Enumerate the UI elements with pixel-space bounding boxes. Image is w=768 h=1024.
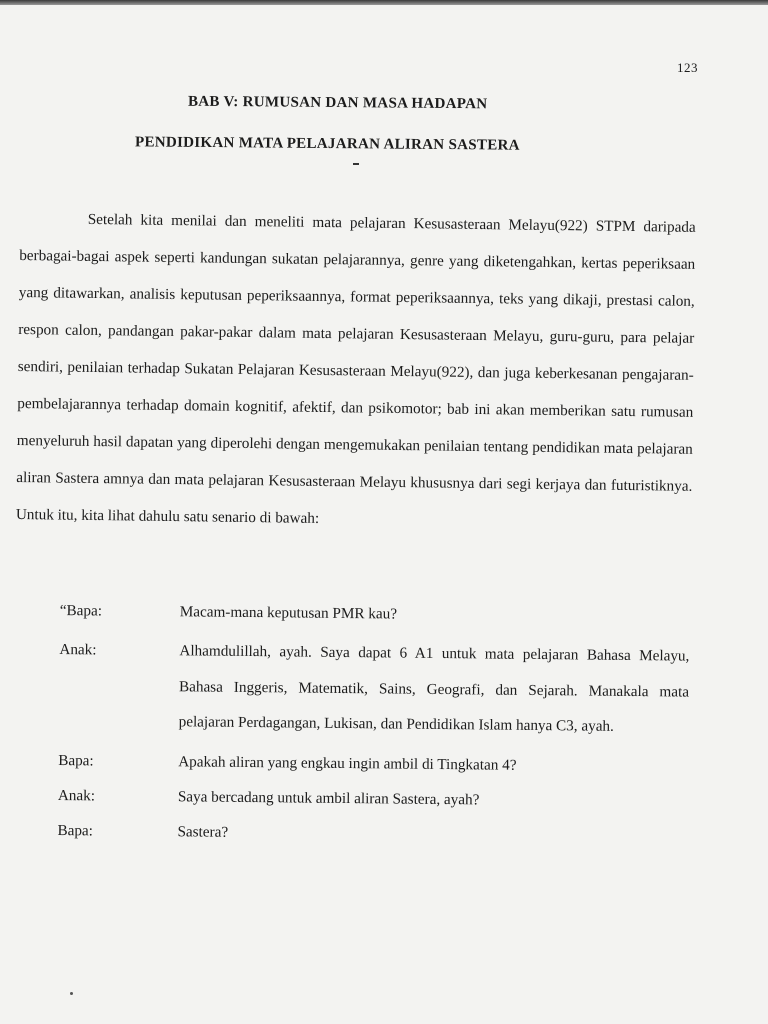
dialogue-line: Sastera?	[177, 822, 229, 841]
body-paragraph: Setelah kita menilai dan meneliti mata pelajaran Kesusasteraan Melayu(922) STPM daripada berbagai-bagai aspek seperti kandungan sukatan pelajarannya, genre yang diketengahkan, kertas peperiksaan yang ditawarkan, analisis keputusan peperiksaannya, format peperiksaannya, teks yang dikaji, prestasi calon, respon calon, pandangan pakar-pakar dalam mata pelajaran Kesusasteraan Melayu, guru-guru, para pelajar sendiri, penilaian terhadap Sukatan Pelajaran Kesusasteraan Melayu(922), dan juga keberkesanan pengajaran-pembelajarannya terhadap domain kognitif, afektif, dan psikomotor; bab ini akan memberikan satu rumusan menyeluruh hasil dapatan yang diperolehi dengan mengemukakan penilaian tentang pendidikan mata pelajaran aliran Sastera amnya dan mata pelajaran Kesusasteraan Melayu khususnya dari segi kerjaya dan futuristiknya. Untuk itu, kita lihat dahulu satu senario di bawah:	[15, 210, 696, 527]
dialogue-line: Alhamdulillah, ayah. Saya dapat 6 A1 untuk mata pelajaran Bahasa Melayu, Bahasa Inggeris, Matematik, Sains, Geografi, dan Sejarah. Manakala mata pelajaran Perdagangan, Lukisan, dan Pendidikan Islam hanya C3, ayah.	[178, 642, 690, 735]
chapter-subtitle: PENDIDIKAN MATA PELAJARAN ALIRAN SASTERA	[134, 134, 520, 154]
chapter-title: BAB V: RUMUSAN DAN MASA HADAPAN	[187, 93, 488, 113]
dialogue-line: Macam-mana keputusan PMR kau?	[179, 603, 398, 623]
dialogue-speaker: Bapa:	[57, 821, 94, 839]
dialogue-row	[60, 593, 690, 635]
dialogue-speaker: Anak:	[57, 786, 96, 804]
dialogue-row	[58, 632, 689, 745]
dialogue-speaker: Anak:	[59, 640, 97, 659]
dialogue-speaker: Bapa:	[58, 751, 94, 769]
scan-speck	[70, 992, 73, 995]
scan-top-edge	[0, 0, 768, 5]
stray-mark	[353, 163, 359, 165]
page-number: 123	[677, 60, 698, 75]
dialogue-row	[57, 812, 687, 854]
dialogue-block	[57, 593, 690, 854]
dialogue-speaker: “Bapa:	[59, 601, 103, 620]
dialogue-line: Saya bercadang untuk ambil aliran Sastera, ayah?	[177, 787, 480, 808]
dialogue-line: Apakah aliran yang engkau ingin ambil di Tingkatan 4?	[178, 752, 517, 774]
